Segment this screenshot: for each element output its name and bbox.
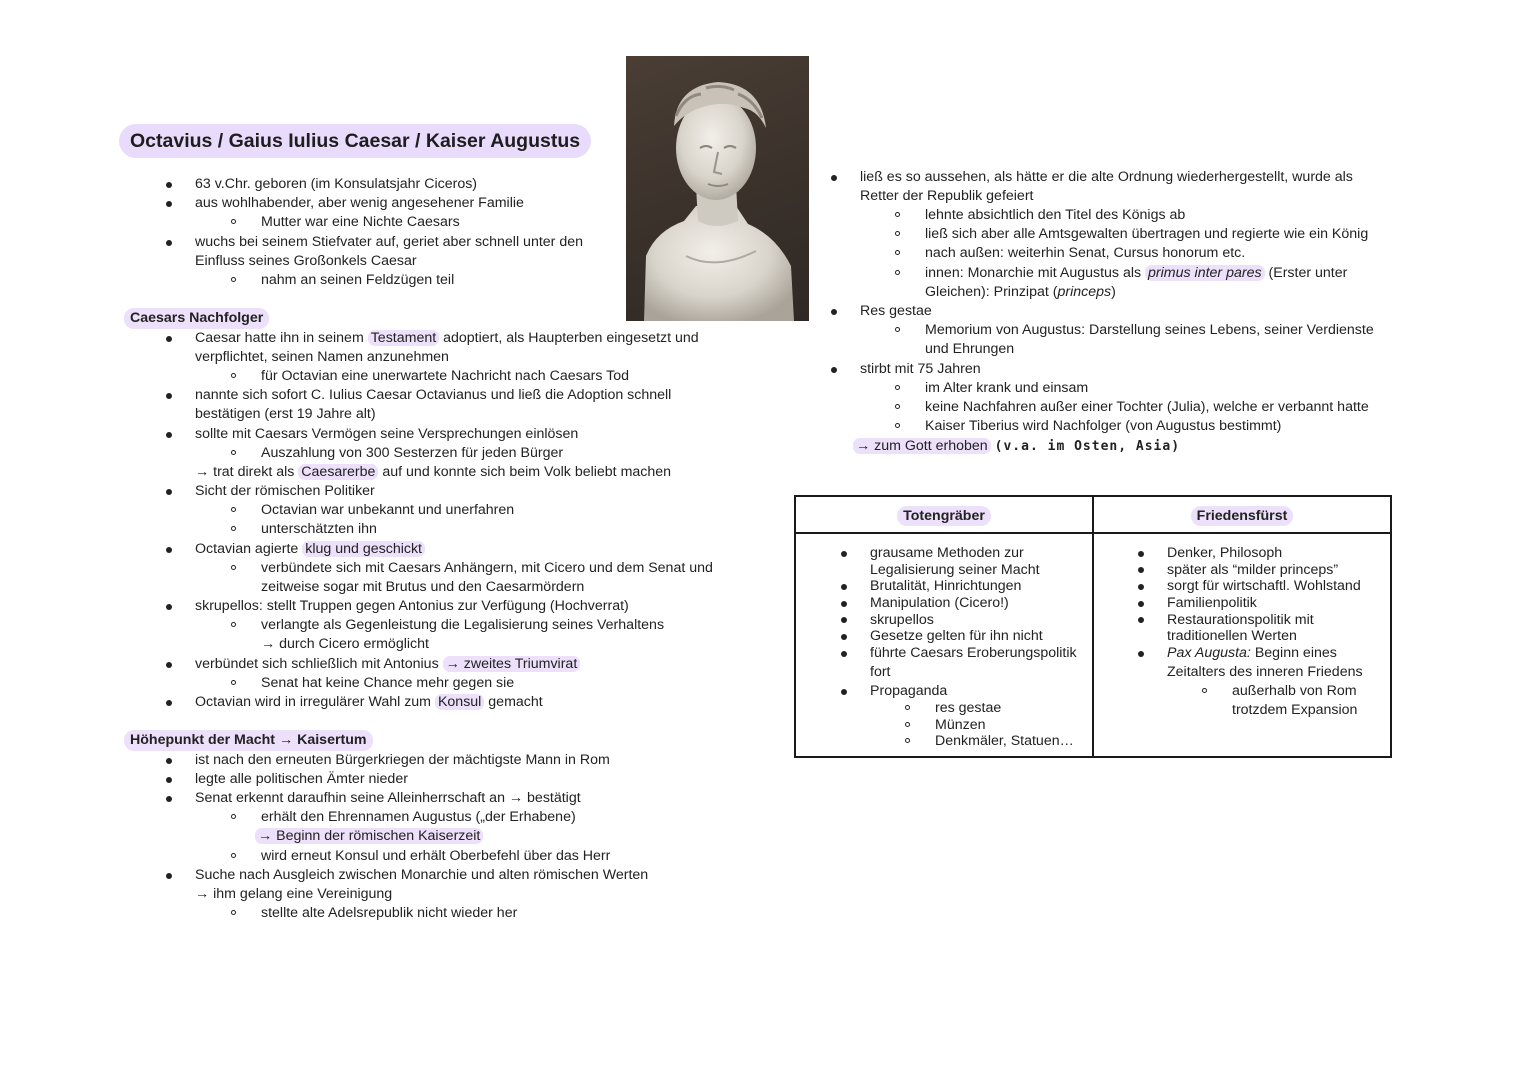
table-item: Brutalität, Hinrichtungen	[870, 578, 1022, 594]
table-cell-friedensfuerst	[1093, 533, 1391, 757]
table-cell-totengraeber	[795, 533, 1093, 757]
table-item: führte Caesars Eroberungspolitik	[870, 645, 1077, 661]
table-item: Denker, Philosoph	[1167, 545, 1283, 561]
bust-illustration	[626, 56, 809, 321]
right-text-princeps: Gleichen): Prinzipat (princeps)	[925, 284, 1116, 300]
nachfolger-arrow-line: → trat direkt als Caesarerbe auf und konnte sich beim Volk beliebt machen	[195, 464, 672, 480]
nachfolger-sub: Auszahlung von 300 Sesterzen für jeden Bürger	[261, 444, 563, 463]
nachfolger-bullet-politicians: Sicht der römischen Politiker	[195, 482, 375, 501]
intro-sub-campaigns: nahm an seinen Feldzügen teil	[261, 271, 454, 290]
right-sub: lehnte absichtlich den Titel des Königs ab	[925, 206, 1185, 225]
table-item: grausame Methoden zur	[870, 545, 1024, 561]
nachfolger-bullet-name: nannte sich sofort C. Iulius Caesar Octavianus und ließ die Adoption schnell	[195, 386, 671, 405]
table-item: Manipulation (Cicero!)	[870, 595, 1009, 611]
table-item: sorgt für wirtschaftl. Wohlstand	[1167, 578, 1361, 594]
nachfolger-bullet-testament: Caesar hatte ihn in seinem Testament adoptiert, als Haupterben eingesetzt und	[195, 329, 699, 348]
table-subitem: außerhalb von Rom	[1232, 683, 1357, 699]
intro-sub-mother: Mutter war eine Nichte Caesars	[261, 213, 460, 232]
table-item: später als “milder princeps”	[1167, 561, 1339, 578]
table-subitem: Denkmäler, Statuen…	[935, 733, 1074, 749]
nachfolger-text: verpflichtet, seinen Namen anzunehmen	[195, 349, 449, 365]
table-header-totengraeber: Totengräber	[795, 496, 1093, 533]
hoehepunkt-sub: stellte alte Adelsrepublik nicht wieder her	[261, 904, 517, 923]
table-item-pax: Pax Augusta: Beginn eines	[1167, 645, 1337, 661]
intro-bullet-stepfather: wuchs bei seinem Stiefvater auf, geriet aber schnell unter den	[195, 233, 583, 252]
handwritten-note: (v.a. im Osten, Asia)	[994, 439, 1181, 454]
hoehepunkt-sub: erhält den Ehrennamen Augustus („der Erhabene)	[261, 808, 576, 827]
right-bullet-order: ließ es so aussehen, als hätte er die alte Ordnung wiederhergestellt, wurde als	[860, 168, 1353, 187]
nachfolger-bullet-clever: Octavian agierte klug und geschickt	[195, 540, 425, 559]
hoehepunkt-bullet: legte alle politischen Ämter nieder	[195, 770, 408, 789]
intro-bullet-family: aus wohlhabender, aber wenig angesehener Familie	[195, 194, 524, 213]
right-deified-line: → zum Gott erhoben (v.a. im Osten, Asia)	[853, 437, 1180, 456]
table-subitem: res gestae	[935, 700, 1002, 716]
hoehepunkt-text: → ihm gelang eine Vereinigung	[195, 886, 393, 902]
nachfolger-sub: Senat hat keine Chance mehr gegen sie	[261, 674, 514, 693]
right-text: Retter der Republik gefeiert	[860, 188, 1034, 204]
hoehepunkt-sub: wird erneut Konsul und erhält Oberbefehl über das Herr	[261, 847, 610, 866]
right-bullet-res-gestae: Res gestae	[860, 302, 932, 321]
table-item: Legalisierung seiner Macht	[870, 561, 1040, 578]
nachfolger-sub: verlangte als Gegenleistung die Legalisierung seines Verhaltens	[261, 616, 664, 635]
nachfolger-sub: Octavian war unbekannt und unerfahren	[261, 501, 514, 520]
table-header-friedensfuerst: Friedensfürst	[1093, 496, 1391, 533]
nachfolger-bullet-ruthless: skrupellos: stellt Truppen gegen Antonius zur Verfügung (Hochverrat)	[195, 597, 629, 616]
section-heading-nachfolger: Caesars Nachfolger	[124, 308, 269, 329]
right-sub-primus: innen: Monarchie mit Augustus als primus inter pares (Erster unter	[925, 264, 1347, 283]
right-sub: Kaiser Tiberius wird Nachfolger (von Augustus bestimmt)	[925, 417, 1281, 436]
table-item: traditionellen Werten	[1167, 628, 1297, 644]
nachfolger-text: zeitweise sogar mit Brutus und den Caesarmördern	[261, 579, 585, 595]
nachfolger-sub: unterschätzten ihn	[261, 520, 377, 539]
table-item: Restaurationspolitik mit	[1167, 611, 1314, 628]
comparison-table	[794, 495, 1392, 758]
hoehepunkt-bullet: ist nach den erneuten Bürgerkriegen der mächtigste Mann in Rom	[195, 751, 610, 770]
table-item: fort	[870, 664, 891, 680]
augustus-bust-image	[626, 56, 809, 321]
nachfolger-bullet-consul: Octavian wird in irregulärer Wahl zum Konsul gemacht	[195, 693, 543, 712]
intro-text-continuation: Einfluss seines Großonkels Caesar	[195, 253, 417, 269]
section-heading-hoehepunkt: Höhepunkt der Macht → Kaisertum	[124, 730, 373, 751]
table-item: skrupellos	[870, 611, 934, 628]
nachfolger-bullet-triumvirate: verbündet sich schließlich mit Antonius → zweites Triumvirat	[195, 655, 580, 674]
nachfolger-text: bestätigen (erst 19 Jahre alt)	[195, 406, 376, 422]
right-text: und Ehrungen	[925, 341, 1015, 357]
hoehepunkt-kaiserzeit: → Beginn der römischen Kaiserzeit	[255, 827, 483, 846]
table-item: Gesetze gelten für ihn nicht	[870, 628, 1043, 644]
page-title: Octavius / Gaius Iulius Caesar / Kaiser Augustus	[119, 124, 591, 158]
table-subitem: trotzdem Expansion	[1232, 702, 1358, 718]
nachfolger-sub: für Octavian eine unerwartete Nachricht nach Caesars Tod	[261, 367, 629, 386]
right-bullet-death: stirbt mit 75 Jahren	[860, 360, 981, 379]
table-item: Zeitalters des inneren Friedens	[1167, 664, 1363, 680]
intro-bullet-born: 63 v.Chr. geboren (im Konsulatsjahr Ciceros)	[195, 175, 477, 194]
nachfolger-text: → durch Cicero ermöglicht	[261, 636, 429, 652]
table-item: Familienpolitik	[1167, 595, 1257, 611]
right-sub: Memorium von Augustus: Darstellung seines Lebens, seiner Verdienste	[925, 321, 1374, 340]
right-sub: im Alter krank und einsam	[925, 379, 1088, 398]
right-sub: nach außen: weiterhin Senat, Cursus honorum etc.	[925, 244, 1245, 263]
table-item: Propaganda	[870, 683, 948, 699]
right-sub: keine Nachfahren außer einer Tochter (Julia), welche er verbannt hatte	[925, 398, 1369, 417]
nachfolger-sub: verbündete sich mit Caesars Anhängern, mit Cicero und dem Senat und	[261, 559, 713, 578]
table-subitem: Münzen	[935, 716, 986, 733]
right-sub: ließ sich aber alle Amtsgewalten übertragen und regierte wie ein König	[925, 225, 1368, 244]
nachfolger-bullet-fortune: sollte mit Caesars Vermögen seine Versprechungen einlösen	[195, 425, 578, 444]
hoehepunkt-bullet: Senat erkennt daraufhin seine Alleinherrschaft an → bestätigt	[195, 789, 581, 808]
hoehepunkt-bullet: Suche nach Ausgleich zwischen Monarchie und alten römischen Werten	[195, 866, 648, 885]
